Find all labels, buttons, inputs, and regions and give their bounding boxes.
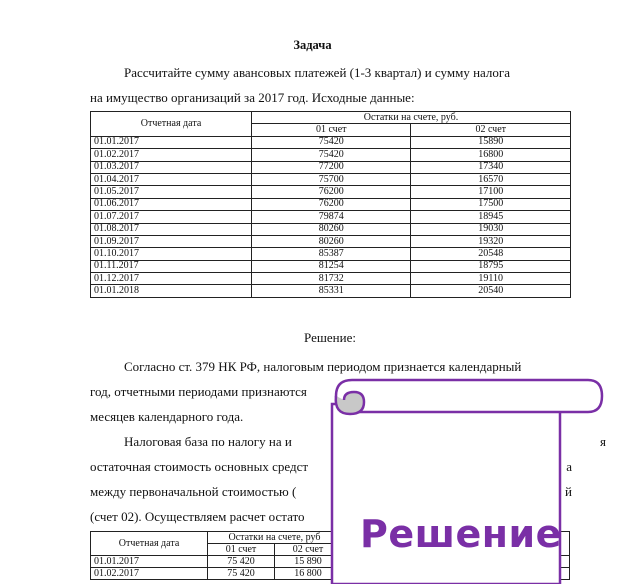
row-account-01: 75 420 — [208, 556, 275, 568]
small-header-balances: Остатки на счете, руб — [208, 532, 342, 544]
header-account-01: 01 счет — [252, 124, 411, 136]
row-account-01: 77200 — [252, 161, 411, 173]
table-row — [91, 260, 571, 272]
row-date: 01.06.2017 — [91, 198, 252, 210]
row-date: 01.09.2017 — [91, 235, 252, 247]
para2-line2-text: остаточная стоимость основных средст — [90, 459, 309, 474]
table-row — [91, 235, 571, 247]
para2-line1-end: я — [600, 434, 606, 449]
row-date: 01.05.2017 — [91, 186, 252, 198]
row-account-02: 17340 — [411, 161, 571, 173]
small-header-account-02: 02 счет — [275, 544, 342, 556]
row-account-02: 15 890 — [275, 556, 342, 568]
row-account-02: 16570 — [411, 173, 571, 185]
row-account-01: 85331 — [252, 285, 411, 297]
para2-line1-text: Налоговая база по налогу на и — [124, 434, 292, 449]
row-account-02: 19320 — [411, 235, 571, 247]
table-row — [91, 198, 571, 210]
row-account-02: 20540 — [411, 285, 571, 297]
para2-line3-text: между первоначальной стоимостью ( — [90, 484, 297, 499]
para2-line2-end: а — [566, 459, 572, 474]
row-account-02: 17500 — [411, 198, 571, 210]
row-date: 01.08.2017 — [91, 223, 252, 235]
row-account-01: 75420 — [252, 149, 411, 161]
row-account-02: 16800 — [411, 149, 571, 161]
table-row — [91, 285, 571, 297]
scroll-body — [332, 404, 560, 584]
table-row — [91, 149, 571, 161]
source-data-table — [90, 111, 571, 298]
solution-para1-line1: Согласно ст. 379 НК РФ, налоговым периодом признается календарный — [124, 359, 522, 374]
solution-para2-line4: (счет 02). Осуществляем расчет остато — [90, 509, 305, 524]
row-account-02: 20548 — [411, 248, 571, 260]
row-date: 01.02.2017 — [91, 149, 252, 161]
row-account-02: 16 800 — [275, 568, 342, 580]
row-account-01: 76200 — [252, 186, 411, 198]
row-account-01: 81254 — [252, 260, 411, 272]
table-row — [91, 211, 571, 223]
table-row — [91, 223, 571, 235]
scroll-top-roll — [336, 380, 602, 412]
para2-line3-end: й — [565, 484, 572, 499]
header-date: Отчетная дата — [91, 112, 252, 137]
small-header-date: Отчетная дата — [91, 532, 208, 556]
table-row — [91, 186, 571, 198]
row-date: 01.01.2017 — [91, 556, 208, 568]
row-account-01: 81732 — [252, 273, 411, 285]
row-date: 01.04.2017 — [91, 173, 252, 185]
header-account-02: 02 счет — [411, 124, 571, 136]
table-row — [91, 136, 571, 148]
row-account-02: 15890 — [411, 136, 571, 148]
table-row — [91, 248, 571, 260]
solution-para1-line3: месяцев календарного года. — [90, 409, 244, 424]
row-account-02: 18945 — [411, 211, 571, 223]
row-date: 01.03.2017 — [91, 161, 252, 173]
scroll-banner-title: Решение — [360, 512, 562, 556]
solution-para1-line2: год, отчетными периодами признаются — [90, 384, 307, 399]
row-account-01: 85387 — [252, 248, 411, 260]
row-account-02: 19030 — [411, 223, 571, 235]
solution-heading: Решение: — [304, 330, 356, 345]
header-balances: Остатки на счете, руб. — [252, 112, 571, 124]
row-account-01: 75 420 — [208, 568, 275, 580]
table-row — [91, 273, 571, 285]
table-row — [91, 161, 571, 173]
row-account-01: 79874 — [252, 211, 411, 223]
row-account-01: 75420 — [252, 136, 411, 148]
row-date: 01.01.2017 — [91, 136, 252, 148]
row-date: 01.10.2017 — [91, 248, 252, 260]
row-account-02: 18795 — [411, 260, 571, 272]
row-date: 01.12.2017 — [91, 273, 252, 285]
row-date: 01.02.2017 — [91, 568, 208, 580]
table-row — [91, 173, 571, 185]
row-account-01: 80260 — [252, 223, 411, 235]
task-text-line-1: Рассчитайте сумму авансовых платежей (1-3 квартал) и сумму налога — [124, 65, 510, 80]
row-date: 01.01.2018 — [91, 285, 252, 297]
row-account-02: 19110 — [411, 273, 571, 285]
row-account-02: 17100 — [411, 186, 571, 198]
row-date: 01.07.2017 — [91, 211, 252, 223]
row-account-01: 80260 — [252, 235, 411, 247]
row-account-01: 76200 — [252, 198, 411, 210]
task-title: Задача — [293, 38, 332, 52]
small-header-account-01: 01 счет — [208, 544, 275, 556]
task-text-line-2: на имущество организаций за 2017 год. Исходные данные: — [90, 90, 415, 105]
row-account-01: 75700 — [252, 173, 411, 185]
row-date: 01.11.2017 — [91, 260, 252, 272]
